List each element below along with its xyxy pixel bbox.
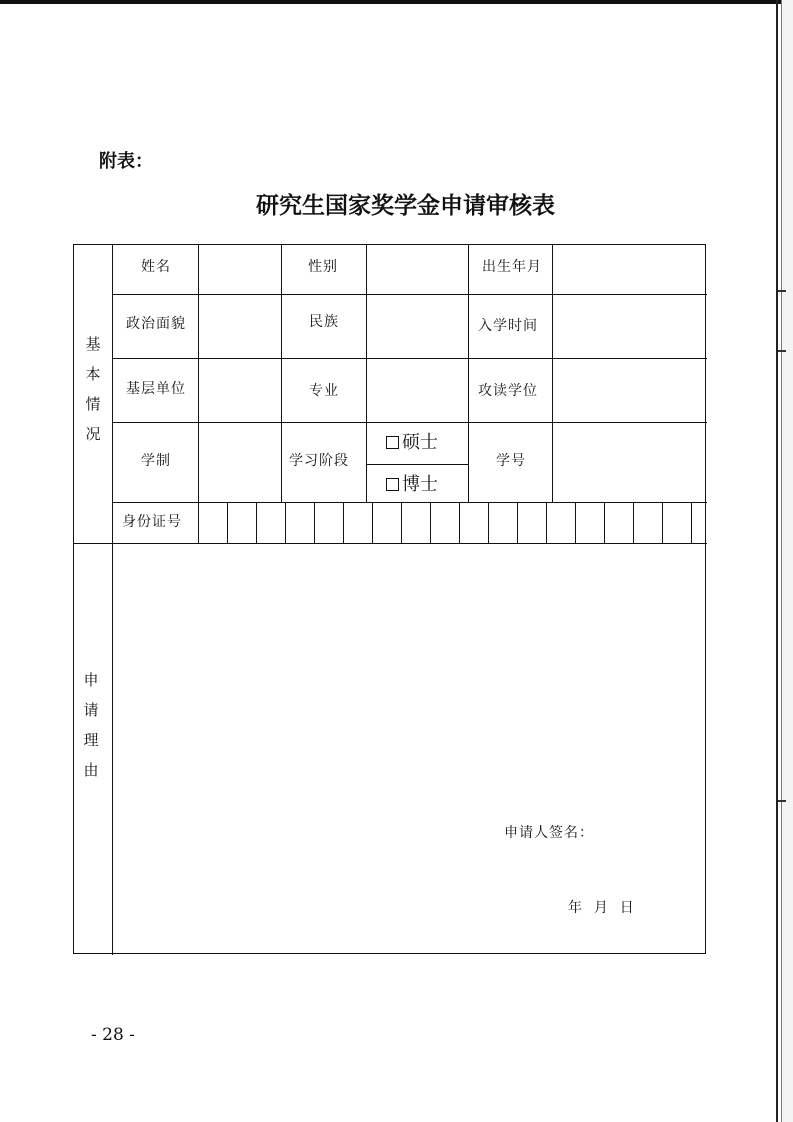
id-digit-divider: [459, 502, 460, 543]
section-reason-char: 由: [83, 761, 99, 779]
stage-option-master-label: 硕士: [402, 432, 438, 453]
label-student-id: 学号: [496, 453, 526, 469]
scan-mark: [778, 290, 786, 292]
label-unit: 基层单位: [126, 381, 186, 397]
label-name: 姓名: [141, 259, 171, 275]
id-digit-divider: [372, 502, 373, 543]
stage-option-doctor-label: 博士: [402, 474, 438, 495]
section-label-reason: [81, 665, 101, 785]
stage-option-doctor[interactable]: [386, 470, 438, 496]
scan-right-strip: [782, 0, 793, 1122]
section-basic-char: 基: [85, 335, 101, 353]
id-digit-divider: [691, 502, 692, 543]
page-number: - 28 -: [91, 1025, 135, 1045]
label-enroll-time: 入学时间: [478, 318, 538, 334]
section-basic-char: 本: [85, 365, 101, 383]
form-title: 研究生国家奖学金申请审核表: [256, 192, 555, 219]
section-basic-char: 况: [85, 425, 101, 443]
id-digit-divider: [227, 502, 228, 543]
col-divider: [468, 245, 469, 502]
scan-top-edge: [0, 0, 793, 4]
id-digit-divider: [604, 502, 605, 543]
row-divider: [112, 294, 707, 295]
id-digit-divider: [401, 502, 402, 543]
label-stage: 学习阶段: [289, 453, 349, 469]
id-digit-divider: [488, 502, 489, 543]
col-divider: [281, 245, 282, 502]
id-digit-divider: [575, 502, 576, 543]
label-birth: 出生年月: [482, 259, 542, 275]
id-digit-divider: [633, 502, 634, 543]
label-degree: 攻读学位: [478, 383, 538, 399]
checkbox-doctor[interactable]: [386, 478, 399, 491]
label-gender: 性别: [308, 259, 338, 275]
date-line: 年 月 日: [568, 900, 635, 916]
label-duration: 学制: [141, 453, 171, 469]
id-digit-divider: [517, 502, 518, 543]
id-digit-divider: [662, 502, 663, 543]
scan-mark: [778, 350, 786, 352]
row-divider: [112, 358, 707, 359]
section-label-basic-info: [83, 329, 103, 449]
stage-option-divider: [366, 464, 468, 465]
stage-option-master[interactable]: [386, 428, 438, 454]
row-divider: [112, 422, 707, 423]
id-digit-divider: [546, 502, 547, 543]
scan-right-edge-inner: [781, 0, 782, 1122]
section-reason-char: 请: [83, 701, 99, 719]
label-major: 专业: [309, 383, 339, 399]
section-basic-char: 情: [85, 395, 101, 413]
col-divider: [366, 245, 367, 502]
id-digit-divider: [343, 502, 344, 543]
id-digit-divider: [430, 502, 431, 543]
scan-mark: [778, 800, 786, 802]
scan-right-edge: [776, 0, 778, 1122]
id-digit-divider: [314, 502, 315, 543]
row-divider: [112, 502, 707, 503]
section-reason-char: 申: [83, 671, 99, 689]
attachment-label: 附表：: [99, 151, 153, 172]
id-digit-divider: [285, 502, 286, 543]
label-column-divider: [112, 245, 113, 955]
label-politics: 政治面貌: [126, 316, 186, 332]
col-divider: [198, 245, 199, 543]
section-reason-char: 理: [83, 731, 99, 749]
label-ethnicity: 民族: [309, 314, 339, 330]
application-form-table: [73, 244, 706, 954]
section-divider: [74, 543, 707, 544]
checkbox-master[interactable]: [386, 436, 399, 449]
col-divider: [552, 245, 553, 502]
label-id-number: 身份证号: [122, 514, 182, 530]
applicant-signature-label: 申请人签名：: [504, 825, 594, 841]
id-digit-divider: [256, 502, 257, 543]
